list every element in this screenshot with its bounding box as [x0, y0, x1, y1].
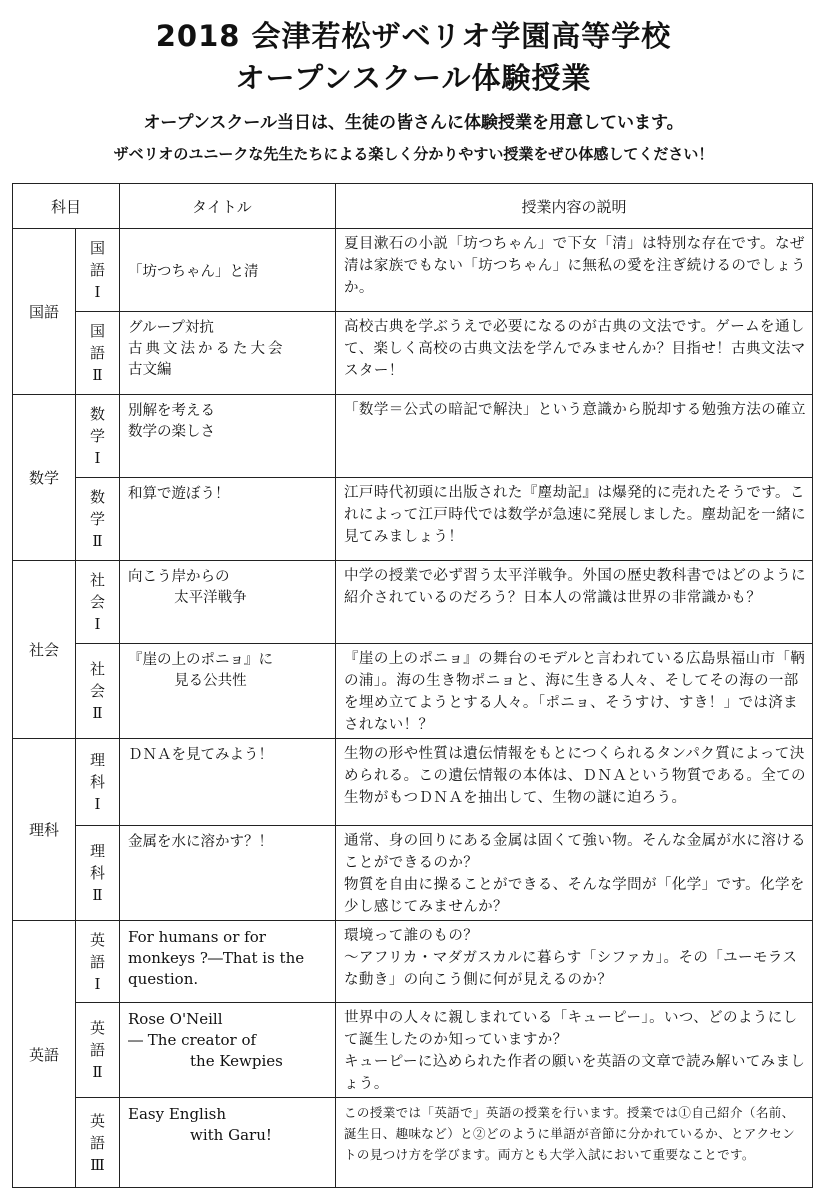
- course-cell: 理 科 Ⅰ: [76, 739, 120, 826]
- description-cell: この授業では「英語で」英語の授業を行います。授業では①自己紹介（名前、誕生日、趣味など）と②どのように単語が音節に分かれているか、とアクセントの見つけ方を学びます。両方とも大学入試において重要なことです。: [336, 1098, 813, 1188]
- title-cell: 『崖の上のポニョ』に 見る公共性: [120, 644, 336, 739]
- title-cell: 別解を考える 数学の楽しさ: [120, 395, 336, 478]
- title-cell: 「坊つちゃん」と清: [120, 229, 336, 312]
- description-cell: 「数学＝公式の暗記で解決」という意識から脱却する勉強方法の確立: [336, 395, 813, 478]
- table-row: [13, 1098, 813, 1188]
- intro-text-1: オープンスクール当日は、生徒の皆さんに体験授業を用意しています。: [143, 113, 684, 133]
- course-cell: 英 語 Ⅱ: [76, 1003, 120, 1098]
- course-cell: 社 会 Ⅰ: [76, 561, 120, 644]
- description-cell: 世界中の人々に親しまれている「キューピー」。いつ、どのようにして誕生したのか知っていますか？ キューピーに込められた作者の願いを英語の文章で読み解いてみましょう。: [336, 1003, 813, 1098]
- table-row: [13, 921, 813, 1003]
- header-description: 授業内容の説明: [336, 184, 813, 229]
- course-cell: 英 語 Ⅰ: [76, 921, 120, 1003]
- page-title-line-2: オープンスクール体験授業: [235, 61, 592, 95]
- table-row: [13, 561, 813, 644]
- title-cell: グループ対抗 古典文法かるた大会 古文編: [120, 312, 336, 395]
- description-cell: 通常、身の回りにある金属は固くて強い物。そんな金属が水に溶けることができるのか？ 物質を自由に操ることができる、そんな学問が「化学」です。化学を少し感じてみませんか？: [336, 826, 813, 921]
- table-row: [13, 826, 813, 921]
- header-title: タイトル: [120, 184, 336, 229]
- table-row: [13, 644, 813, 739]
- course-cell: 国 語 Ⅰ: [76, 229, 120, 312]
- description-cell: 生物の形や性質は遺伝情報をもとにつくられるタンパク質によって決められる。この遺伝情報の本体は、ＤＮＡという物質である。全ての生物がもつＤＮＡを抽出して、生物の謎に迫ろう。: [336, 739, 813, 826]
- table-row: [13, 1003, 813, 1098]
- subject-cell: 理科: [13, 739, 76, 921]
- intro-text-2: ザベリオのユニークな先生たちによる楽しく分かりやすい授業をぜひ体感してください！: [113, 145, 714, 163]
- description-cell: 夏目漱石の小説「坊つちゃん」で下女「清」は特別な存在です。なぜ清は家族でもない「坊つちゃん」に無私の愛を注ぎ続けるのでしょうか。: [336, 229, 813, 312]
- title-cell: 和算で遊ぼう！: [120, 478, 336, 561]
- course-cell: 社 会 Ⅱ: [76, 644, 120, 739]
- table-row: [13, 395, 813, 478]
- title-cell: For humans or for monkeys ?―That is the question.: [120, 921, 336, 1003]
- table-header-row: [13, 184, 813, 229]
- title-cell: 金属を水に溶かす？！: [120, 826, 336, 921]
- table-row: [13, 478, 813, 561]
- title-cell: Easy English with Garu!: [120, 1098, 336, 1188]
- schedule-table: [12, 183, 813, 1188]
- description-cell: 『崖の上のポニョ』の舞台のモデルと言われている広島県福山市「鞆の浦」。海の生き物ポニョと、海に生きる人々、そしてその海の一部を埋め立てようとする人々。「ポニョ、そうすけ、すき！」では済まされない！？: [336, 644, 813, 739]
- title-cell: Rose O'Neill ― The creator of the Kewpies: [120, 1003, 336, 1098]
- table-row: [13, 739, 813, 826]
- table-row: [13, 229, 813, 312]
- course-cell: 国 語 Ⅱ: [76, 312, 120, 395]
- subject-cell: 数学: [13, 395, 76, 561]
- description-cell: 江戸時代初頭に出版された『塵劫記』は爆発的に売れたそうです。これによって江戸時代では数学が急速に発展しました。塵劫記を一緒に見てみましょう！: [336, 478, 813, 561]
- title-cell: 向こう岸からの 太平洋戦争: [120, 561, 336, 644]
- subject-cell: 英語: [13, 921, 76, 1188]
- table-row: [13, 312, 813, 395]
- course-cell: 数 学 Ⅰ: [76, 395, 120, 478]
- subject-cell: 社会: [13, 561, 76, 739]
- subject-cell: 国語: [13, 229, 76, 395]
- page-title-line-1: 2018 会津若松ザベリオ学園高等学校: [155, 19, 672, 53]
- header-subject: 科目: [13, 184, 120, 229]
- course-cell: 理 科 Ⅱ: [76, 826, 120, 921]
- description-cell: 高校古典を学ぶうえで必要になるのが古典の文法です。ゲームを通して、楽しく高校の古典文法を学んでみませんか？目指せ！古典文法マスター！: [336, 312, 813, 395]
- title-cell: ＤＮＡを見てみよう！: [120, 739, 336, 826]
- description-cell: 環境って誰のもの？ ～アフリカ・マダガスカルに暮らす「シファカ」。その「ユーモラスな動き」の向こう側に何が見えるのか？: [336, 921, 813, 1003]
- description-cell: 中学の授業で必ず習う太平洋戦争。外国の歴史教科書ではどのように紹介されているのだろう？日本人の常識は世界の非常識かも？: [336, 561, 813, 644]
- course-cell: 英 語 Ⅲ: [76, 1098, 120, 1188]
- course-cell: 数 学 Ⅱ: [76, 478, 120, 561]
